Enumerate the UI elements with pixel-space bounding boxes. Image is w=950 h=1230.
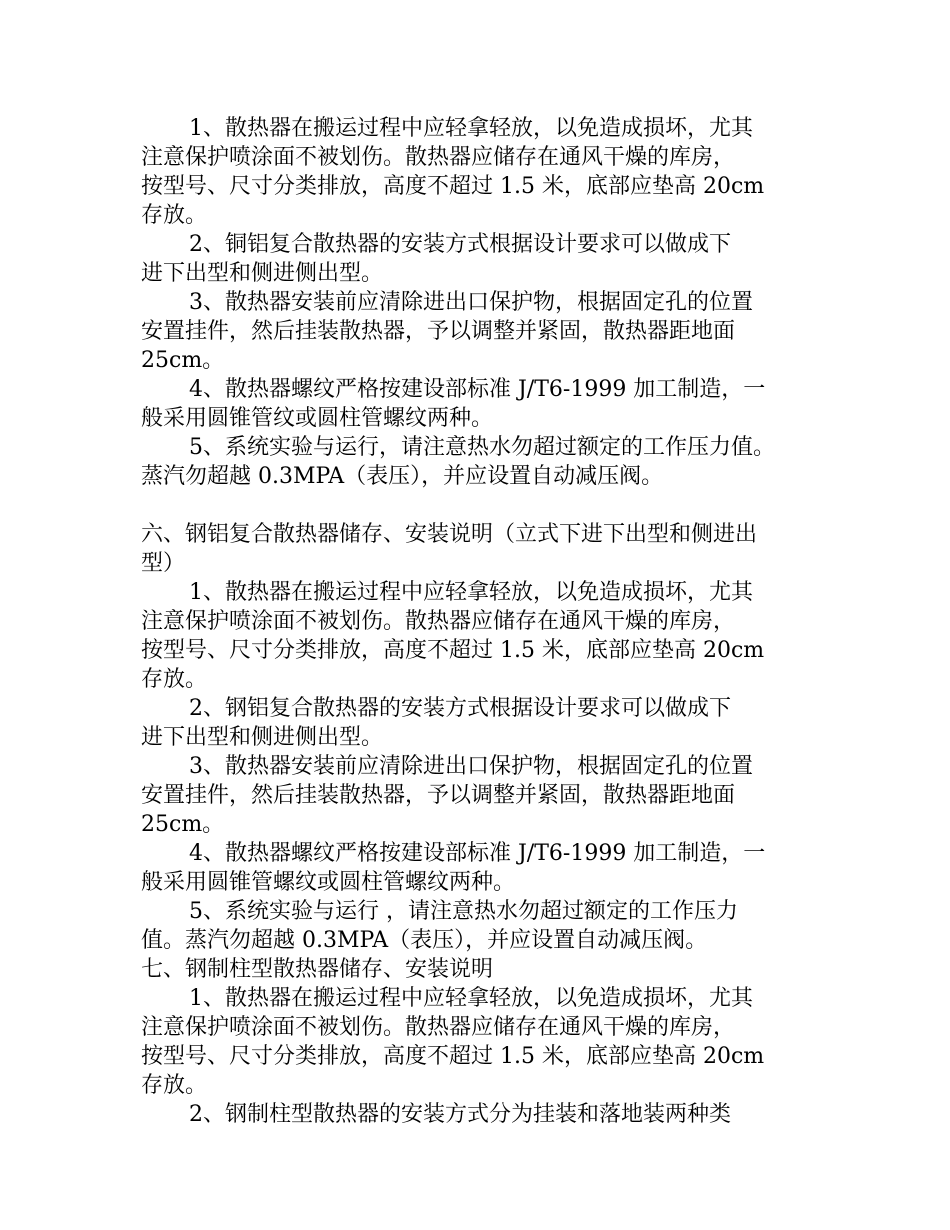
section-7-heading bbox=[141, 955, 841, 984]
paragraph-5-2 bbox=[141, 230, 841, 288]
text-line: 25cm。 bbox=[141, 348, 225, 373]
text-line: 按型号、尺寸分类排放，高度不超过 1.5 米，底部应垫高 20cm bbox=[141, 1044, 765, 1069]
paragraph-6-2 bbox=[141, 694, 841, 752]
paragraph-6-1 bbox=[141, 578, 841, 694]
text-line: 进下出型和侧进侧出型。 bbox=[141, 261, 384, 286]
text-line: 5、系统实验与运行 ，请注意热水勿超过额定的工作压力 bbox=[189, 899, 738, 924]
heading-line: 型） bbox=[141, 551, 186, 576]
text-line: 般采用圆锥管螺纹或圆柱管螺纹两种。 bbox=[141, 870, 516, 895]
text-line: 25cm。 bbox=[141, 812, 225, 837]
text-line: 蒸汽勿超越 0.3MPA（表压），并应设置自动减压阀。 bbox=[141, 464, 664, 489]
text-line: 注意保护喷涂面不被划伤。散热器应储存在通风干燥的库房， bbox=[141, 1015, 736, 1040]
text-line: 2、铜铝复合散热器的安装方式根据设计要求可以做成下 bbox=[189, 232, 731, 257]
text-line: 4、散热器螺纹严格按建设部标准 J/T6-1999 加工制造，一 bbox=[189, 841, 766, 866]
blank-line bbox=[141, 491, 841, 520]
heading-line: 七、钢制柱型散热器储存、安装说明 bbox=[141, 957, 494, 982]
document-page bbox=[141, 114, 841, 1129]
paragraph-6-3 bbox=[141, 752, 841, 839]
text-line: 2、钢制柱型散热器的安装方式分为挂装和落地装两种类 bbox=[189, 1102, 731, 1127]
text-line: 存放。 bbox=[141, 1073, 208, 1098]
text-line: 安置挂件，然后挂装散热器，予以调整并紧固，散热器距地面 bbox=[141, 319, 736, 344]
section-6-heading bbox=[141, 520, 841, 578]
text-line: 存放。 bbox=[141, 203, 208, 228]
text-line: 1、散热器在搬运过程中应轻拿轻放，以免造成损坏，尤其 bbox=[189, 580, 753, 605]
text-line: 4、散热器螺纹严格按建设部标准 J/T6-1999 加工制造，一 bbox=[189, 377, 766, 402]
paragraph-5-1 bbox=[141, 114, 841, 230]
text-line: 值。蒸汽勿超越 0.3MPA（表压），并应设置自动减压阀。 bbox=[141, 928, 708, 953]
text-line: 进下出型和侧进侧出型。 bbox=[141, 725, 384, 750]
paragraph-5-4 bbox=[141, 375, 841, 433]
paragraph-7-1 bbox=[141, 984, 841, 1100]
paragraph-5-5 bbox=[141, 433, 841, 491]
paragraph-5-3 bbox=[141, 288, 841, 375]
text-line: 注意保护喷涂面不被划伤。散热器应储存在通风干燥的库房， bbox=[141, 609, 736, 634]
text-line: 安置挂件，然后挂装散热器，予以调整并紧固，散热器距地面 bbox=[141, 783, 736, 808]
text-line: 3、散热器安装前应清除进出口保护物，根据固定孔的位置 bbox=[189, 754, 753, 779]
text-line: 3、散热器安装前应清除进出口保护物，根据固定孔的位置 bbox=[189, 290, 753, 315]
paragraph-7-2 bbox=[141, 1100, 841, 1129]
heading-line: 六、钢铝复合散热器储存、安装说明（立式下进下出型和侧进出 bbox=[141, 522, 758, 547]
text-line: 般采用圆锥管纹或圆柱管螺纹两种。 bbox=[141, 406, 494, 431]
paragraph-6-5 bbox=[141, 897, 841, 955]
text-line: 1、散热器在搬运过程中应轻拿轻放，以免造成损坏，尤其 bbox=[189, 116, 753, 141]
text-line: 按型号、尺寸分类排放，高度不超过 1.5 米，底部应垫高 20cm bbox=[141, 174, 765, 199]
paragraph-6-4 bbox=[141, 839, 841, 897]
text-line: 2、钢铝复合散热器的安装方式根据设计要求可以做成下 bbox=[189, 696, 731, 721]
text-line: 存放。 bbox=[141, 667, 208, 692]
text-line: 5、系统实验与运行，请注意热水勿超过额定的工作压力值。 bbox=[189, 435, 775, 460]
text-line: 按型号、尺寸分类排放，高度不超过 1.5 米，底部应垫高 20cm bbox=[141, 638, 765, 663]
text-line: 1、散热器在搬运过程中应轻拿轻放，以免造成损坏，尤其 bbox=[189, 986, 753, 1011]
text-line: 注意保护喷涂面不被划伤。散热器应储存在通风干燥的库房， bbox=[141, 145, 736, 170]
